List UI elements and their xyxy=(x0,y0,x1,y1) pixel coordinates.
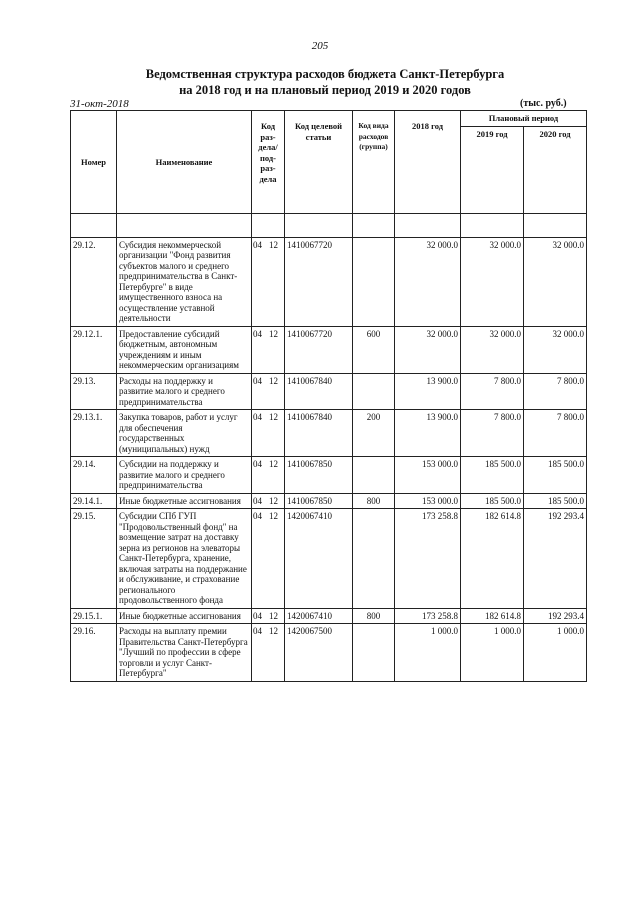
row-2019: 185 500.0 xyxy=(461,457,524,494)
row-section-code xyxy=(252,493,285,509)
row-section: 04 xyxy=(253,610,262,621)
row-section-code xyxy=(252,237,285,326)
row-section-code xyxy=(252,608,285,624)
row-name: Субсидия некоммерческой организации "Фонд развития субъектов малого и среднего предпринимательства в Санкт-Петербурге" в виде имущественного взноса на осуществление уставной деятельности xyxy=(117,237,252,326)
row-2018: 173 258.8 xyxy=(395,509,461,609)
row-number: 29.15.1. xyxy=(71,608,117,624)
row-2018: 13 900.0 xyxy=(395,373,461,410)
row-2018: 1 000.0 xyxy=(395,624,461,682)
row-section-code xyxy=(252,509,285,609)
row-2019: 1 000.0 xyxy=(461,624,524,682)
row-target-code: 1420067500 xyxy=(285,624,353,682)
row-section: 04 xyxy=(253,511,262,521)
row-subsection: 12 xyxy=(269,412,278,422)
table-row xyxy=(71,509,587,609)
header-2020: 2020 год xyxy=(524,126,587,213)
title-line-2: на 2018 год и на плановый период 2019 и 2020 годов xyxy=(179,83,471,97)
row-number: 29.13. xyxy=(71,373,117,410)
row-subsection: 12 xyxy=(269,459,278,469)
header-2019: 2019 год xyxy=(461,126,524,213)
table-row xyxy=(71,237,587,326)
row-expense-type xyxy=(353,509,395,609)
table-row xyxy=(71,326,587,373)
row-number: 29.13.1. xyxy=(71,410,117,457)
row-2020: 1 000.0 xyxy=(524,624,587,682)
row-target-code: 1420067410 xyxy=(285,608,353,624)
document-title xyxy=(60,66,590,98)
units-label: (тыс. руб.) xyxy=(520,98,567,109)
table-row xyxy=(71,493,587,509)
row-number: 29.15. xyxy=(71,509,117,609)
row-number: 29.14.1. xyxy=(71,493,117,509)
row-2020: 185 500.0 xyxy=(524,493,587,509)
row-2018: 153 000.0 xyxy=(395,493,461,509)
row-2020: 185 500.0 xyxy=(524,457,587,494)
row-expense-type: 800 xyxy=(353,608,395,624)
row-2018: 173 258.8 xyxy=(395,608,461,624)
row-2020: 32 000.0 xyxy=(524,326,587,373)
row-section-code xyxy=(252,410,285,457)
header-section-code: Код раз- дела/ под- раз- дела xyxy=(252,111,285,214)
row-2019: 182 614.8 xyxy=(461,509,524,609)
row-target-code: 1410067840 xyxy=(285,410,353,457)
row-2020: 7 800.0 xyxy=(524,373,587,410)
row-name: Расходы на выплату премии Правительства Санкт-Петербурга "Лучший по профессии в сфере торговли и услуг Санкт-Петербурга" xyxy=(117,624,252,682)
row-number: 29.12. xyxy=(71,237,117,326)
table-row xyxy=(71,608,587,624)
row-expense-type: 200 xyxy=(353,410,395,457)
row-section-code xyxy=(252,373,285,410)
row-2020: 192 293.4 xyxy=(524,509,587,609)
row-number: 29.12.1. xyxy=(71,326,117,373)
row-2018: 13 900.0 xyxy=(395,410,461,457)
table-row xyxy=(71,624,587,682)
row-section: 04 xyxy=(253,495,262,506)
row-2019: 185 500.0 xyxy=(461,493,524,509)
row-2018: 153 000.0 xyxy=(395,457,461,494)
row-number: 29.14. xyxy=(71,457,117,494)
row-target-code: 1410067850 xyxy=(285,493,353,509)
row-name: Субсидии СПб ГУП "Продовольственный фонд" на возмещение затрат на доставку зерна из регионов на элеваторы Санкт-Петербурга, хранение, включая затраты на поддержание и обслуживание, и страхование регионального продовольственного фонда xyxy=(117,509,252,609)
spacer-row xyxy=(71,213,587,237)
row-2018: 32 000.0 xyxy=(395,237,461,326)
row-name: Субсидии на поддержку и развитие малого и среднего предпринимательства xyxy=(117,457,252,494)
row-2019: 32 000.0 xyxy=(461,237,524,326)
row-expense-type xyxy=(353,237,395,326)
row-subsection: 12 xyxy=(269,511,278,521)
row-2018: 32 000.0 xyxy=(395,326,461,373)
row-2020: 32 000.0 xyxy=(524,237,587,326)
row-subsection: 12 xyxy=(269,375,278,386)
row-target-code: 1410067720 xyxy=(285,237,353,326)
header-number: Номер xyxy=(71,111,117,214)
row-2019: 7 800.0 xyxy=(461,373,524,410)
header-target-code: Код целевой статьи xyxy=(285,111,353,214)
row-number: 29.16. xyxy=(71,624,117,682)
row-2019: 7 800.0 xyxy=(461,410,524,457)
row-subsection: 12 xyxy=(269,626,278,636)
row-subsection: 12 xyxy=(269,239,278,250)
row-section-code xyxy=(252,326,285,373)
row-name: Иные бюджетные ассигнования xyxy=(117,493,252,509)
row-2019: 32 000.0 xyxy=(461,326,524,373)
row-section: 04 xyxy=(253,412,262,422)
row-section-code xyxy=(252,624,285,682)
row-name: Предоставление субсидий бюджетным, автономным учреждениям и иным некоммерческим организациям xyxy=(117,326,252,373)
header-2018: 2018 год xyxy=(395,111,461,214)
row-target-code: 1410067850 xyxy=(285,457,353,494)
header-planned-period: Плановый период xyxy=(461,111,587,127)
row-section: 04 xyxy=(253,239,262,250)
row-expense-type xyxy=(353,373,395,410)
row-section: 04 xyxy=(253,375,262,386)
row-name: Расходы на поддержку и развитие малого и среднего предпринимательства xyxy=(117,373,252,410)
table-row xyxy=(71,410,587,457)
row-subsection: 12 xyxy=(269,328,278,339)
table-row xyxy=(71,457,587,494)
row-expense-type: 800 xyxy=(353,493,395,509)
document-date: 31-окт-2018 xyxy=(70,98,129,110)
row-section: 04 xyxy=(253,328,262,339)
row-2019: 182 614.8 xyxy=(461,608,524,624)
table-row xyxy=(71,373,587,410)
header-name: Наименование xyxy=(117,111,252,214)
row-name: Иные бюджетные ассигнования xyxy=(117,608,252,624)
row-subsection: 12 xyxy=(269,610,278,621)
page-number: 205 xyxy=(311,40,329,52)
row-expense-type: 600 xyxy=(353,326,395,373)
budget-table xyxy=(70,110,587,682)
row-section-code xyxy=(252,457,285,494)
row-expense-type xyxy=(353,624,395,682)
row-subsection: 12 xyxy=(269,495,278,506)
row-section: 04 xyxy=(253,459,262,469)
row-name: Закупка товаров, работ и услуг для обеспечения государственных (муниципальных) нужд xyxy=(117,410,252,457)
row-target-code: 1410067720 xyxy=(285,326,353,373)
row-target-code: 1410067840 xyxy=(285,373,353,410)
row-2020: 192 293.4 xyxy=(524,608,587,624)
row-section: 04 xyxy=(253,626,262,636)
row-2020: 7 800.0 xyxy=(524,410,587,457)
title-line-1: Ведомственная структура расходов бюджета Санкт-Петербурга xyxy=(145,67,505,81)
row-expense-type xyxy=(353,457,395,494)
header-expense-type: Код вида расходов (группа) xyxy=(353,111,395,214)
row-target-code: 1420067410 xyxy=(285,509,353,609)
